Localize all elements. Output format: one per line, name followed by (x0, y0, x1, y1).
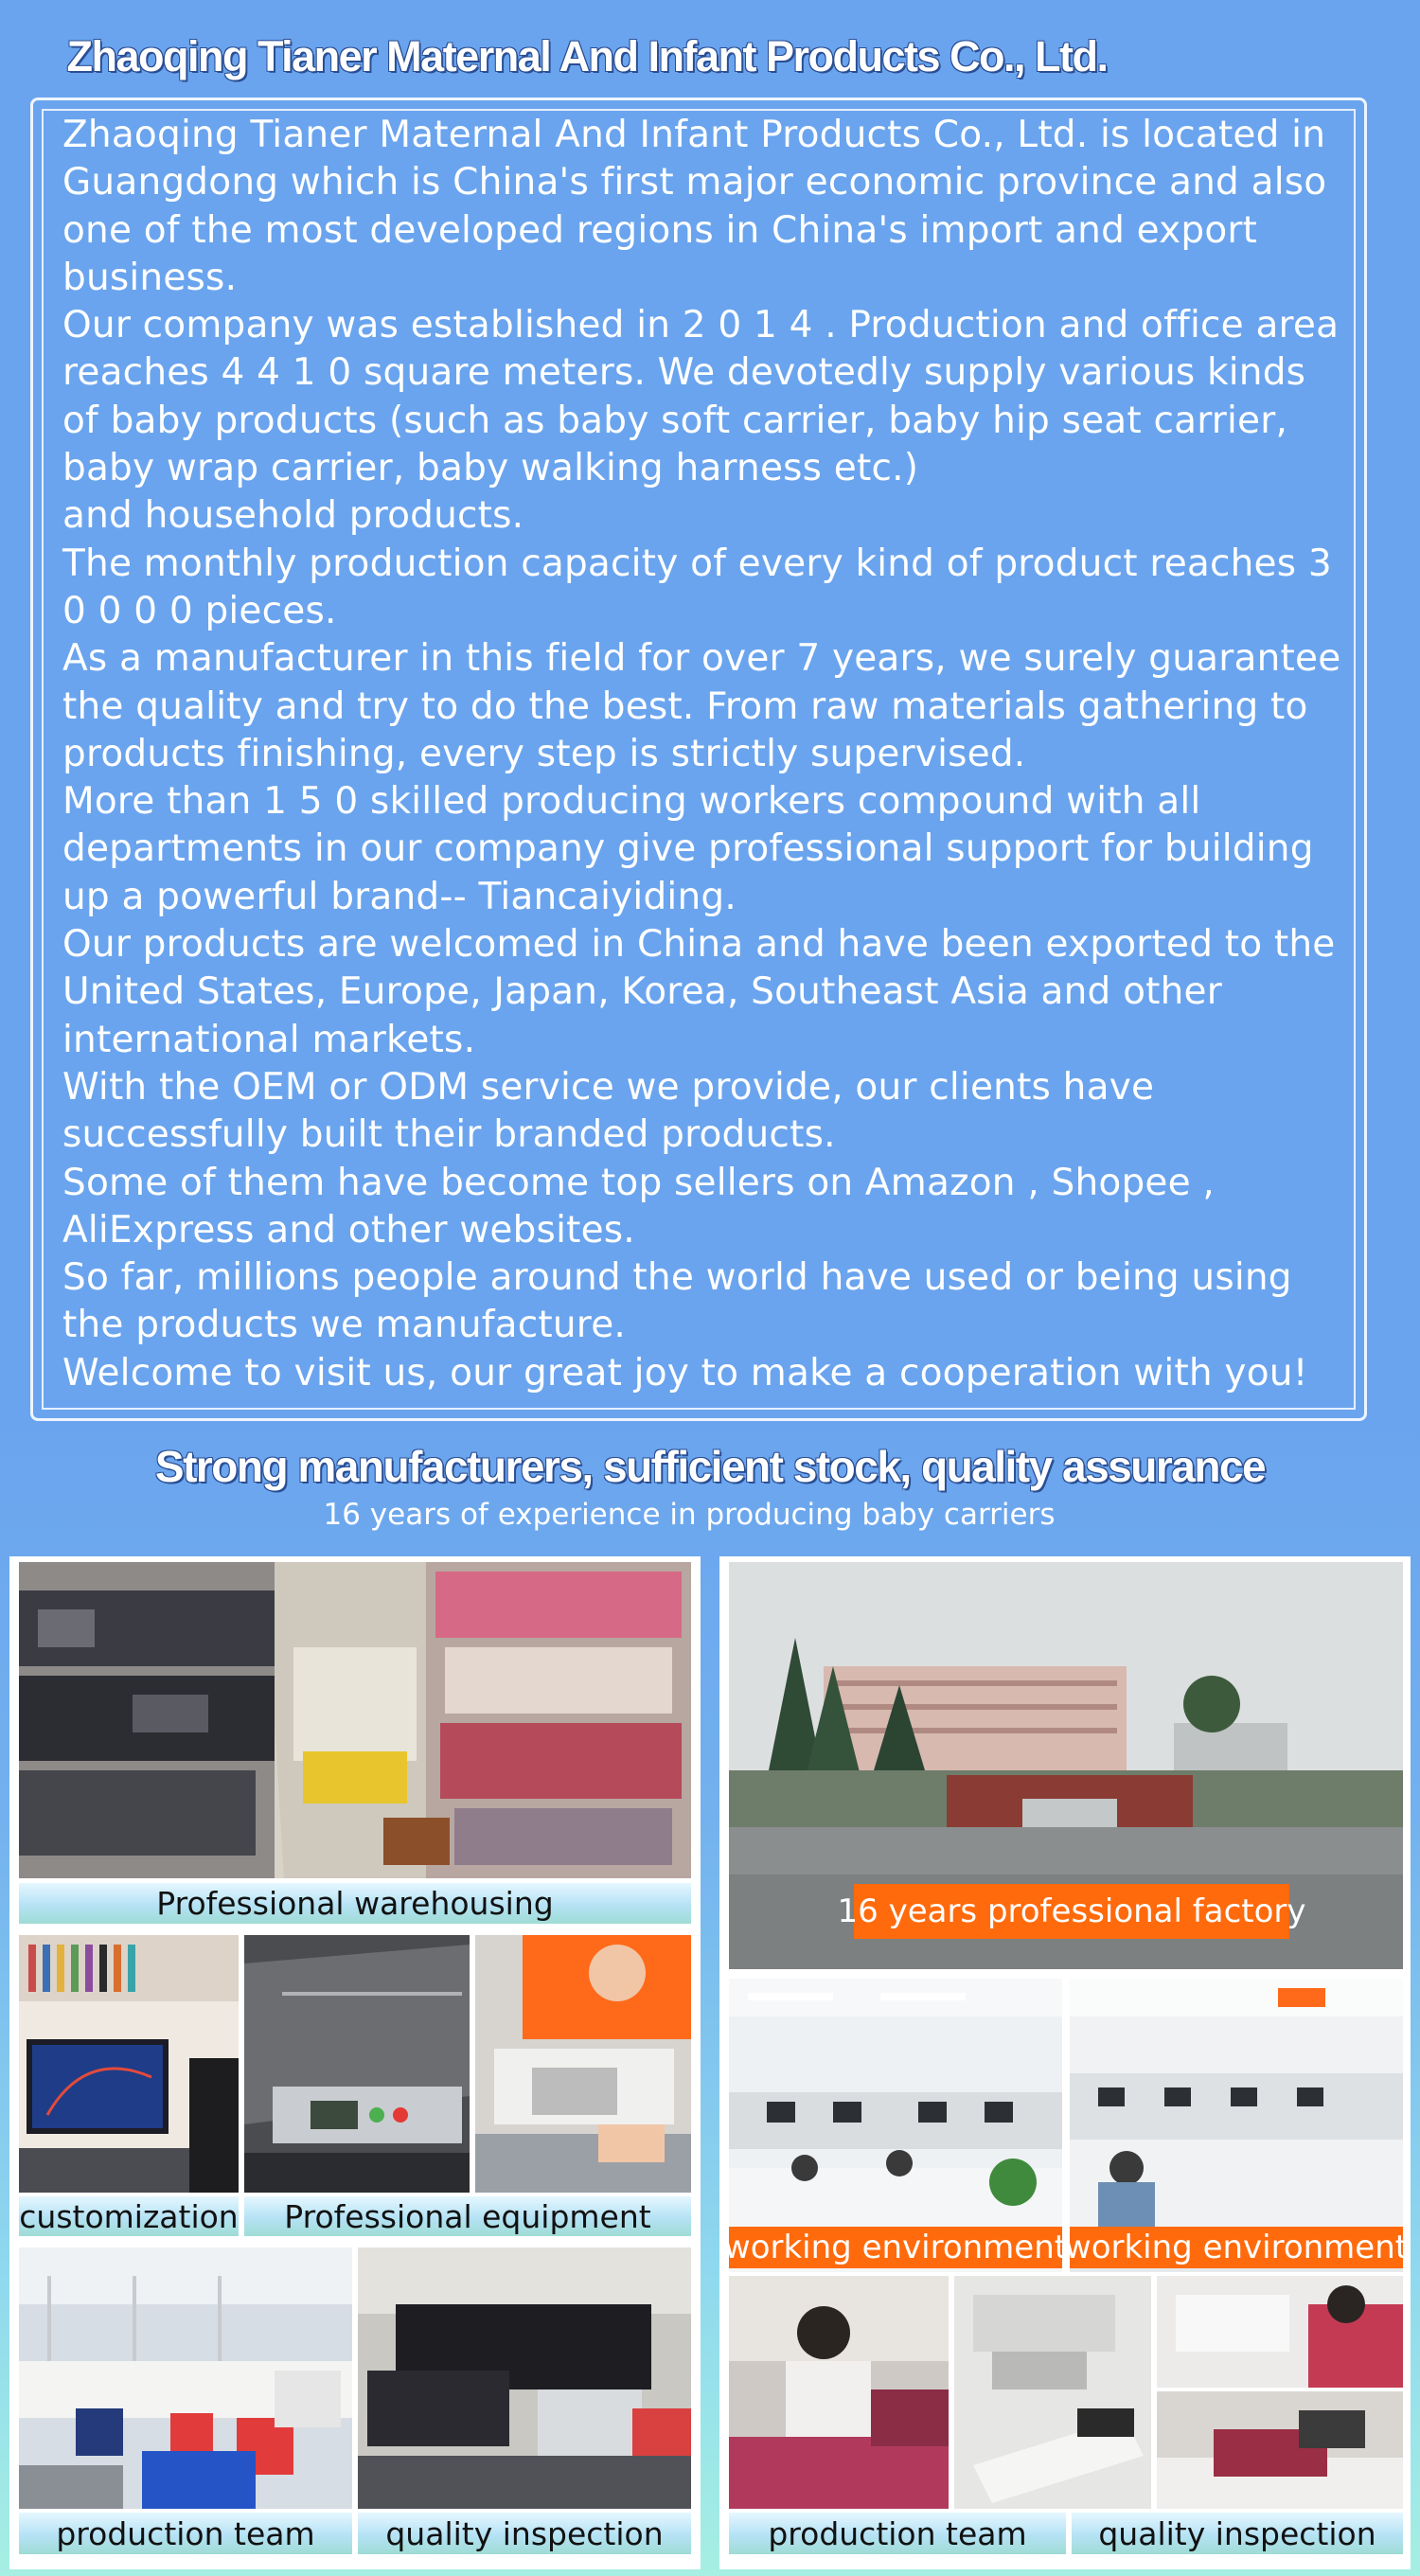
caption-inspection-left: quality inspection (358, 2513, 691, 2554)
intro-paragraph: So far, millions people around the world have used or being using the products we manufacture. (62, 1256, 1292, 1347)
production-team-photo-right (729, 2276, 949, 2509)
intro-paragraph: Our products are welcomed in China and have been exported to the United States, Europe, Japan, Korea, Southeast Asia and other international markets. (62, 923, 1336, 1061)
caption-warehousing: Professional warehousing (19, 1883, 691, 1924)
sewing-machine-photo (475, 1935, 691, 2193)
laser-machine-photo (244, 1935, 470, 2193)
intro-paragraph: Our company was established in 2 0 1 4 . Production and office area reaches 4 4 1 0 square meters. We devotedly supply various kinds of baby products (such as baby soft carrier, baby hip seat carrier, baby wrap carrier, baby walking harness etc.) (62, 304, 1340, 490)
caption-customization: customization (19, 2197, 239, 2235)
intro-paragraph: The monthly production capacity of every kind of product reaches 3 0 0 0 0 pieces. (62, 542, 1332, 632)
quality-inspection-photo-left (358, 2247, 691, 2509)
strengths-subheadline: 16 years of experience in producing baby carriers (323, 1498, 1056, 1532)
caption-production-right: production team (729, 2513, 1066, 2554)
caption-production-left: production team (19, 2513, 352, 2554)
company-title: Zhaoqing Tianer Maternal And Infant Products Co., Ltd. (66, 32, 1108, 80)
intro-paragraph: and household products. (62, 494, 524, 538)
strengths-headline: Strong manufacturers, sufficient stock, quality assurance (154, 1442, 1266, 1491)
caption-working-environment-2: working environment (1064, 2229, 1409, 2266)
sewing-detail-photo-right-bottom (1157, 2391, 1403, 2509)
production-team-photo-left (19, 2247, 352, 2509)
intro-paragraph: Zhaoqing Tianer Maternal And Infant Products Co., Ltd. is located in Guangdong which is China's first major economic province and also one of the most developed regions in China's import and export business. (62, 114, 1327, 299)
caption-inspection-right: quality inspection (1072, 2513, 1403, 2554)
stitching-photo-right (954, 2276, 1151, 2509)
caption-working-environment-1: working environment (723, 2229, 1068, 2266)
intro-paragraph: With the OEM or ODM service we provide, our clients have successfully built their branded products. (62, 1065, 1155, 1157)
warehouse-photo (19, 1562, 691, 1878)
intro-paragraph: More than 1 5 0 skilled producing workers compound with all departments in our company give professional support for building up a powerful brand-- Tiancaiyiding. (62, 780, 1314, 918)
intro-paragraph: As a manufacturer in this field for over 7 years, we surely guarantee the quality and try to do the best. From raw materials gathering to products finishing, every step is strictly supervised. (62, 637, 1341, 775)
company-introduction (62, 112, 1350, 1397)
intro-paragraph: Welcome to visit us, our great joy to make a cooperation with you! (62, 1351, 1308, 1395)
caption-equipment: Professional equipment (244, 2196, 691, 2236)
intro-paragraph: Some of them have become top sellers on Amazon , Shopee , AliExpress and other websites. (62, 1161, 1215, 1252)
sewing-detail-photo-right-top (1157, 2276, 1403, 2388)
caption-factory: 16 years professional factory (854, 1884, 1289, 1939)
customization-photo (19, 1935, 239, 2193)
